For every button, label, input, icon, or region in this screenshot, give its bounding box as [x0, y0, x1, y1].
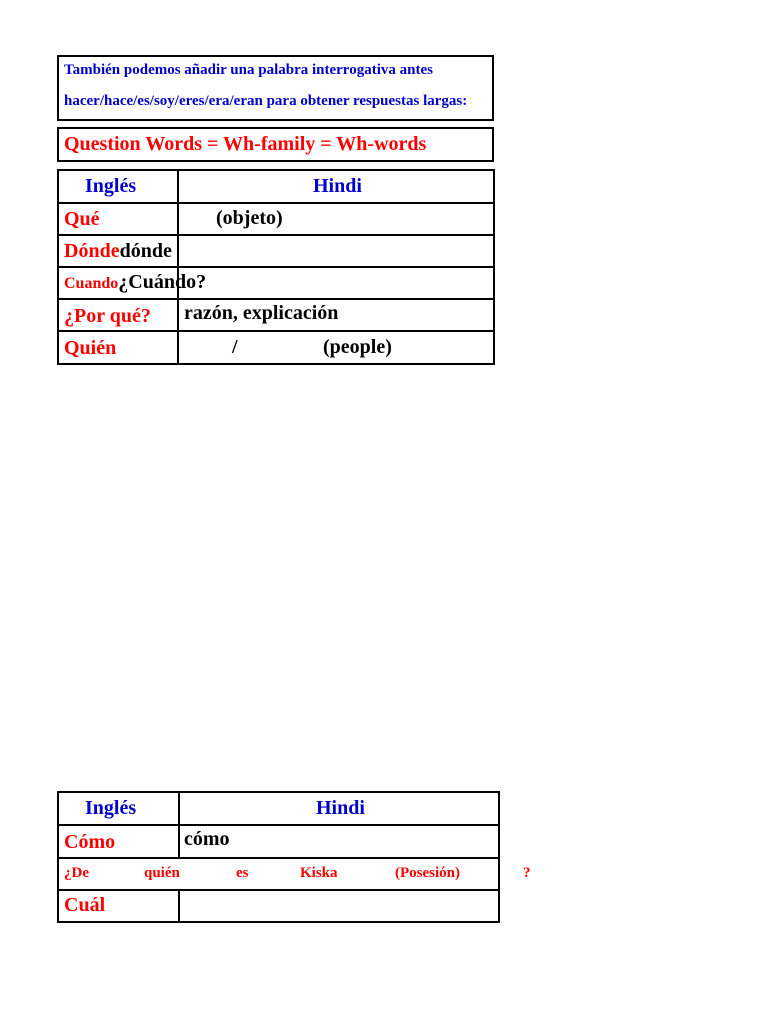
row-word: ¿De — [64, 865, 89, 881]
table-row — [59, 236, 493, 268]
intro-line-1: También podemos añadir una palabra interrogativa antes — [64, 62, 433, 78]
row-word: es — [236, 865, 249, 881]
row-hi: (people) — [323, 336, 392, 358]
row-en: Cuál — [64, 894, 106, 916]
question-words-table-1 — [57, 169, 495, 365]
table-row — [59, 204, 493, 236]
row-hi: ¿Cuándo? — [118, 271, 207, 293]
row-en: Cuando — [64, 275, 119, 292]
header-hindi: Hindi — [316, 797, 365, 819]
row-hi: dónde — [119, 240, 172, 262]
header-ingles: Inglés — [85, 797, 137, 819]
row-word: quién — [144, 865, 180, 881]
table-row — [59, 859, 531, 891]
row-en: Cómo — [64, 831, 116, 853]
row-hi: cómo — [184, 828, 230, 850]
title-box — [57, 127, 494, 162]
row-en: Qué — [64, 208, 100, 230]
intro-box — [57, 55, 494, 121]
table-row — [59, 891, 498, 923]
table-row — [59, 826, 498, 859]
row-en: ¿Por qué? — [64, 305, 151, 327]
row-word: ? — [523, 865, 531, 881]
row-word: Kiska — [300, 865, 338, 881]
row-combined — [64, 240, 172, 263]
table-row — [59, 332, 493, 365]
header-hindi: Hindi — [313, 175, 362, 197]
table-header-row — [59, 793, 498, 826]
title-text: Question Words = Wh-family = Wh-words — [64, 133, 427, 155]
intro-line-2: hacer/hace/es/soy/eres/era/eran para obtener respuestas largas: — [64, 93, 468, 109]
row-hi: (objeto) — [216, 207, 283, 229]
table-row — [59, 268, 493, 300]
row-hi: razón, explicación — [184, 302, 339, 324]
row-en: Quién — [64, 337, 117, 359]
table-row — [59, 300, 493, 332]
row-combined — [64, 271, 206, 294]
row-en: Dónde — [64, 240, 120, 262]
header-ingles: Inglés — [85, 175, 137, 197]
table-header-row — [59, 171, 493, 204]
row-word: (Posesión) — [395, 865, 460, 881]
row-hi-slash: / — [232, 336, 238, 358]
question-words-table-2 — [57, 791, 531, 923]
